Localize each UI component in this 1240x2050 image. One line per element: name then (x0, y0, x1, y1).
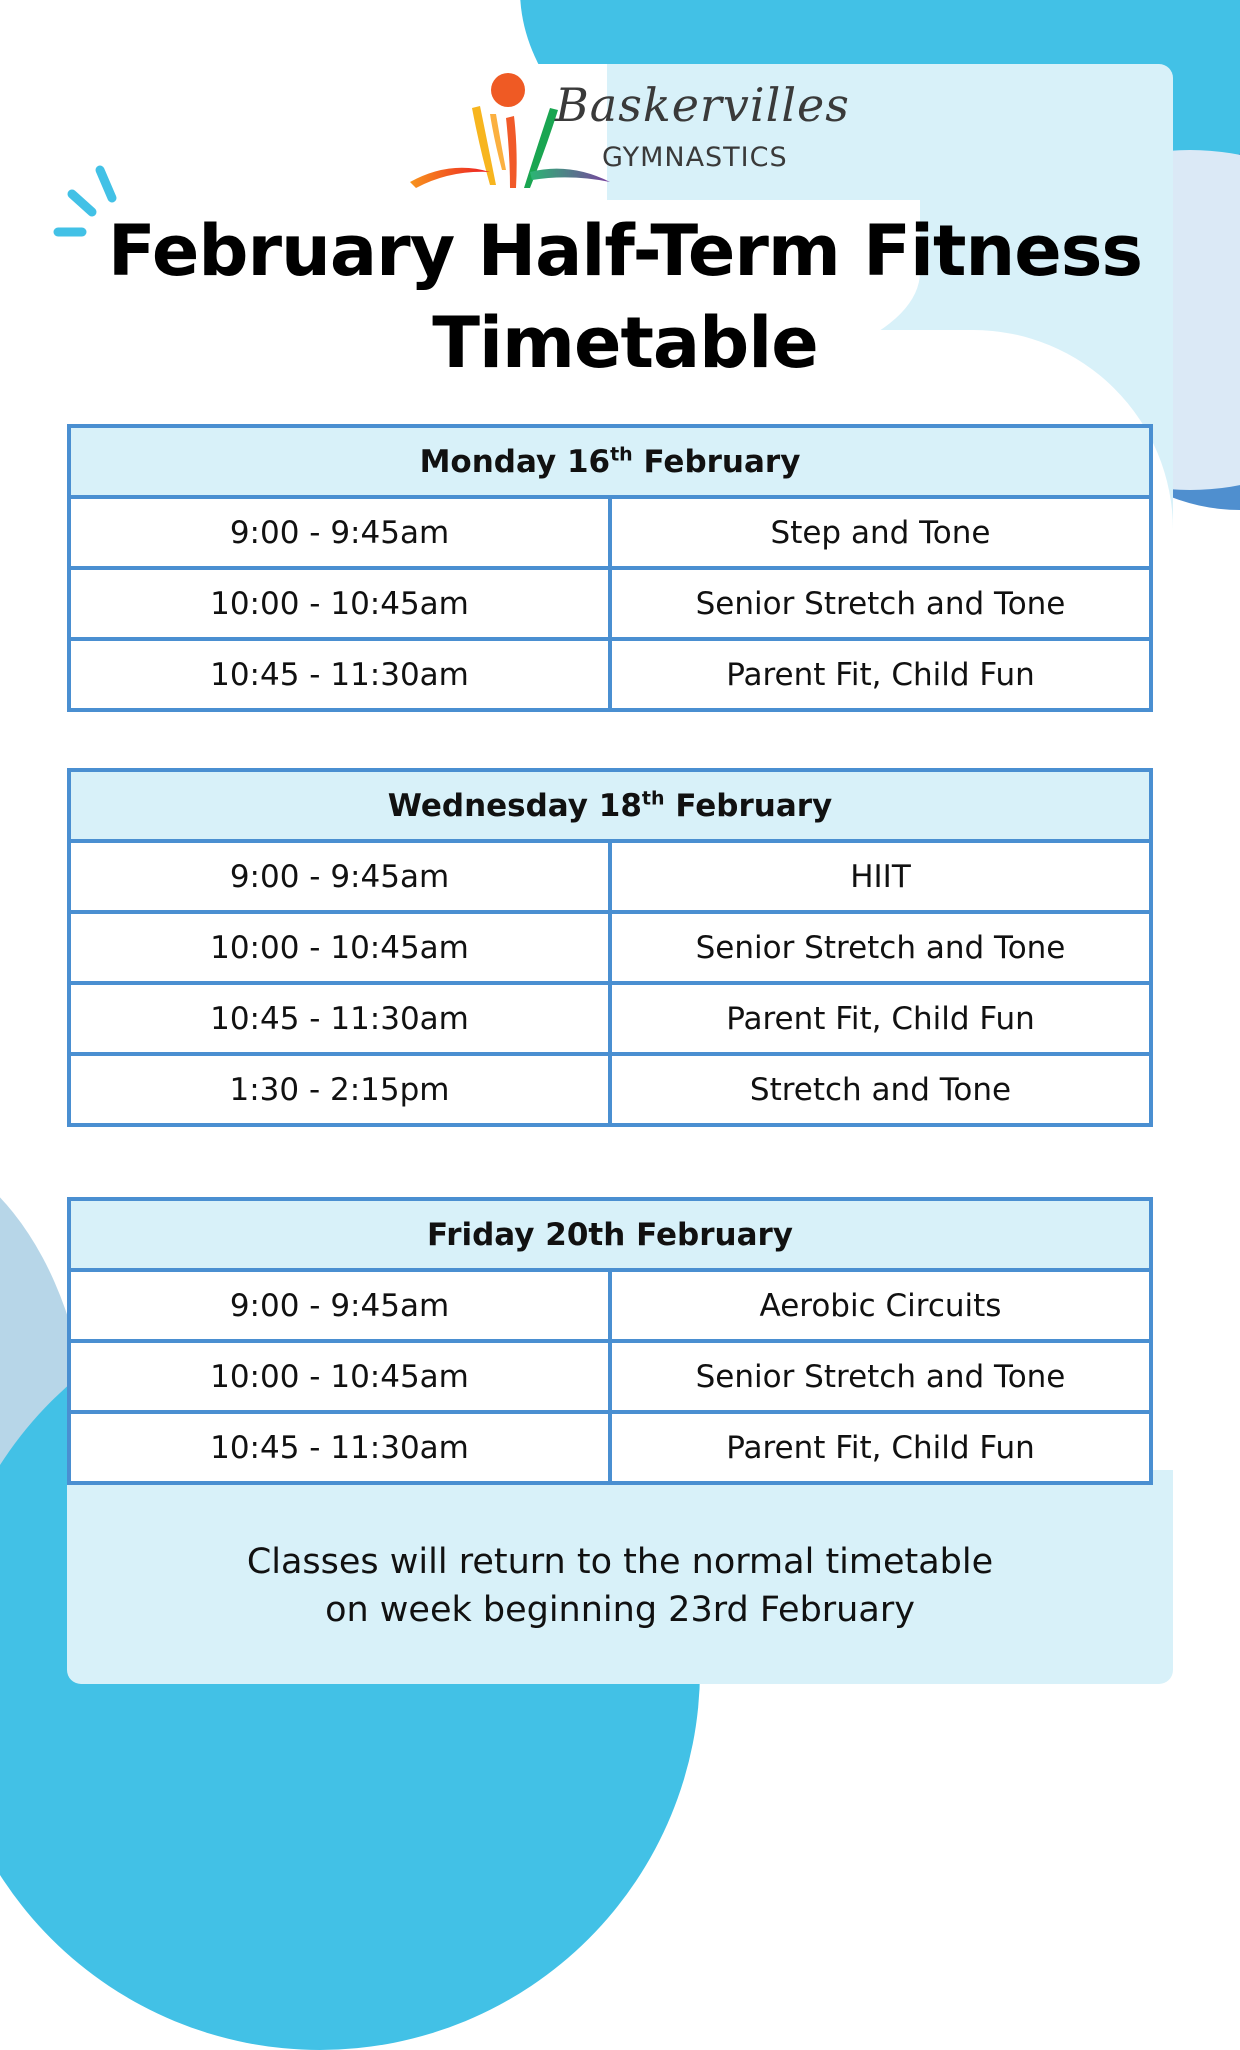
class-name: Senior Stretch and Tone (610, 568, 1151, 639)
class-time: 10:45 - 11:30am (69, 1412, 610, 1483)
table-row (69, 983, 1151, 1054)
logo-subtitle: GYMNASTICS (602, 142, 788, 173)
table-row (69, 912, 1151, 983)
class-name: Step and Tone (610, 497, 1151, 568)
timetable-wednesday (67, 768, 1153, 1127)
footer-note (67, 1538, 1173, 1634)
class-name: Parent Fit, Child Fun (610, 983, 1151, 1054)
class-time: 9:00 - 9:45am (69, 497, 610, 568)
table-row (69, 1054, 1151, 1125)
class-time: 10:00 - 10:45am (69, 912, 610, 983)
day-heading-text: Monday 16 (419, 443, 611, 480)
timetable-friday (67, 1197, 1153, 1485)
class-time: 9:00 - 9:45am (69, 1270, 610, 1341)
table-row (69, 841, 1151, 912)
title-line: Timetable (432, 302, 818, 384)
footer-line: Classes will return to the normal timetable (246, 1542, 994, 1582)
day-heading-suffix: th (641, 787, 665, 810)
class-time: 10:00 - 10:45am (69, 568, 610, 639)
class-name: Stretch and Tone (610, 1054, 1151, 1125)
day-heading-month: February (664, 787, 833, 824)
class-time: 9:00 - 9:45am (69, 841, 610, 912)
footer-line: on week beginning 23rd February (325, 1590, 915, 1630)
class-time: 10:45 - 11:30am (69, 983, 610, 1054)
class-name: Parent Fit, Child Fun (610, 639, 1151, 710)
timetable-monday (67, 424, 1153, 712)
class-time: 1:30 - 2:15pm (69, 1054, 610, 1125)
class-time: 10:45 - 11:30am (69, 639, 610, 710)
class-name: Parent Fit, Child Fun (610, 1412, 1151, 1483)
page-title (90, 205, 1160, 389)
table-row (69, 497, 1151, 568)
class-name: Senior Stretch and Tone (610, 912, 1151, 983)
table-row (69, 1341, 1151, 1412)
table-row (69, 1270, 1151, 1341)
class-time: 10:00 - 10:45am (69, 1341, 610, 1412)
table-row (69, 1412, 1151, 1483)
title-line: February Half-Term Fitness (107, 210, 1143, 292)
day-heading-month: February (632, 443, 801, 480)
day-heading-text: Wednesday 18 (387, 787, 642, 824)
class-name: Aerobic Circuits (610, 1270, 1151, 1341)
class-name: Senior Stretch and Tone (610, 1341, 1151, 1412)
logo-wordmark: Baskervilles (555, 78, 850, 132)
day-heading (69, 770, 1151, 841)
table-row (69, 639, 1151, 710)
day-heading: Friday 20th February (69, 1199, 1151, 1270)
class-name: HIIT (610, 841, 1151, 912)
day-heading (69, 426, 1151, 497)
table-row (69, 568, 1151, 639)
day-heading-suffix: th (610, 443, 633, 466)
